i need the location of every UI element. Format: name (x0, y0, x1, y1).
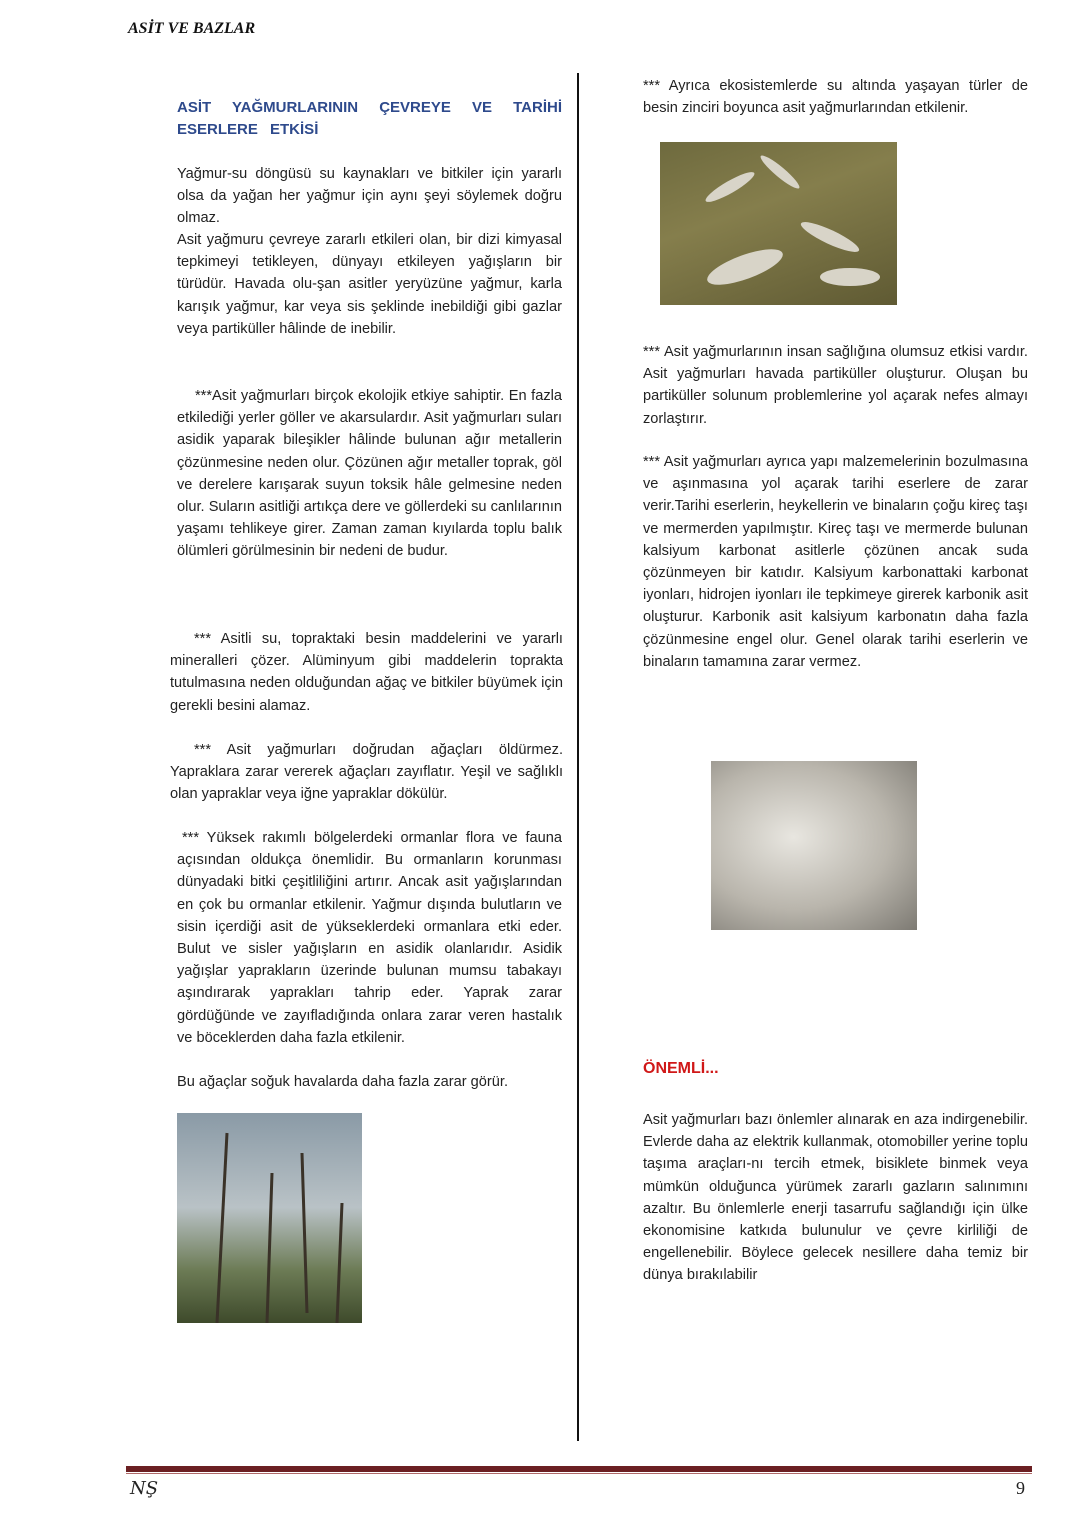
paragraph: *** Ayrıca ekosistemlerde su altında yaşayan türler de besin zinciri boyunca asit yağmurlarından etkilenir. (643, 78, 1028, 117)
paragraph: *** Asit yağmurları doğrudan ağaçları öldürmez. Yapraklara zarar vererek ağaçları zayıflatır. Yeşil ve sağlıklı olan yapraklar veya iğne yapraklar dökülür. (170, 742, 563, 803)
title-line: ASİT YAĞMURLARININ ÇEVREYE VE TARİHİ (177, 99, 562, 116)
paragraph: *** Asit yağmurları ayrıca yapı malzemelerinin bozulmasına ve aşınmasına yol açarak tarihi eserlere de zarar verir.Tarihi eserlerin, heykellerin ve binaların çoğu kireç taşı ve mermerden yapılmıştır. Kireç taşı ve mermerde bulunan kalsiyum karbonat asitlerle çözünen ancak suda çözünmeyen bir katıdır. Kalsiyum karbonattaki karbonat iyonları, hidrojen iyonları ile tepkimeye girerek karbonik asit oluşturur. Karbonik asit kalsiyum karbonatın daha fazla çözünmesine engel olur. Genel olarak tarihi eserlerin ve binaların tamamına zarar vermez. (643, 454, 1028, 670)
important-heading: ÖNEMLİ... (643, 1060, 719, 1077)
paragraph: *** Asit yağmurlarının insan sağlığına olumsuz etkisi vardır. Asit yağmurları havada partiküller oluşturur. Oluşan bu partiküller solunum problemlerine yol açarak nefes almayı zorlaştırır. (643, 344, 1028, 427)
running-header: ASİT VE BAZLAR (128, 20, 256, 37)
paragraph: Asit yağmuru çevreye zararlı etkileri olan, bir dizi kimyasal tepkimeyi tetikleyen, dünyayı etkileyen yağışların bir türüdür. Havada olu-şan asitler yeryüzüne yağmur, karla karışık yağmur, kar veya sis şeklinde inebildiği gibi gazlar veya partiküller hâlinde de inebilir. (177, 232, 562, 337)
column-divider (577, 73, 579, 1441)
footer-rule (126, 1466, 1032, 1472)
paragraph: *** Asitli su, topraktaki besin maddelerini ve yararlı mineralleri çözer. Alüminyum gibi maddelerin toprakta tutulmasına neden olduğundan ağaç ve bitkiler büyümek için gerekli besini alamaz. (170, 631, 563, 714)
paragraph: *** Yüksek rakımlı bölgelerdeki ormanlar flora ve fauna açısından oldukça önemlidir. Bu ormanların korunması dünyadaki bitki çeşitliliğini artırır. Ancak asit yağışlarından en çok bu ormanlar etkilenir. Yağmur dışında bulutların ve sisin içerdiği asit de yükseklerdeki ormanlara etki eder. Bulut ve sisler yağışların en asidik olanlarıdır. Asidik yağışlar yaprakların üzerinde bulunan mumsu tabakayı aşındırarak yaprakları tahrip eder. Yaprak zarar gördüğünde ve zayıfladığında onlara zarar veren hastalık ve böceklerden daha fazla etkilenir. (177, 830, 562, 1046)
paragraph: Asit yağmurları bazı önlemler alınarak en aza indirgenebilir. Evlerde daha az elektrik kullanmak, otomobiller yerine toplu taşıma araçları-nı tercih etmek, bisiklete binmek veya mümkün olduğunca yürümek zararlı gazların salınımını azaltır. Bu önlemlerle enerji tasarrufu sağlandığı için ülke ekonomisine katkıda bulunulur ve çevre kirliliği de engellenebilir. Böylece gelecek nesillere daha temiz bir dünya bırakılabilir (643, 1112, 1028, 1284)
dead-fish-photo (660, 142, 897, 305)
footer-rule-thin (126, 1473, 1032, 1474)
paragraph: ***Asit yağmurları birçok ekolojik etkiye sahiptir. En fazla etkilediği yerler göller ve akarsulardır. Asit yağmurları suları asidik yaparak bileşikler hâlinde bulunan ağır metallerin çözünmesine neden olur. Çözünen ağır metaller toprak, göl ve derelere karışarak suyun toksik hâle gelmesine neden olur. Suların asitliği artıkça dere ve göllerdeki su canlılarının yaşamı tehlikeye girer. Zaman zaman kıyılarda toplu balık ölümleri görülmesinin bir nedeni de budur. (177, 388, 562, 560)
title-line: ESERLERE ETKİSİ (177, 121, 319, 138)
paragraph: Yağmur-su döngüsü su kaynakları ve bitkiler için yararlı olsa da yağan her yağmur için aynı şeyi söylemek doğru olmaz. (177, 166, 562, 227)
statue-head-photo (711, 761, 917, 930)
paragraph: Bu ağaçlar soğuk havalarda daha fazla zarar görür. (177, 1074, 508, 1090)
author-monogram: NŞ (130, 1478, 159, 1499)
dead-trees-photo (177, 1113, 362, 1323)
section-title (177, 97, 562, 141)
page-number: 9 (1016, 1478, 1025, 1498)
